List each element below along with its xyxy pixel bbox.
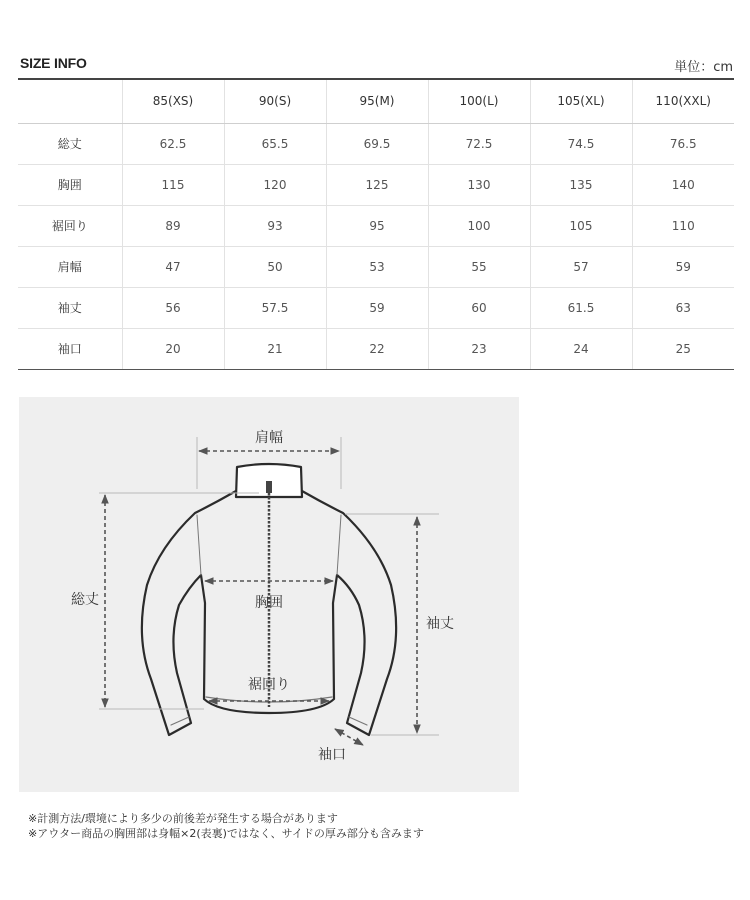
chest-label: 胸囲	[255, 595, 283, 611]
table-cell: 140	[632, 164, 734, 205]
table-cell: 57.5	[224, 287, 326, 328]
measurement-diagram	[19, 397, 519, 792]
cuff-arrow	[335, 729, 363, 745]
table-row	[18, 287, 734, 328]
table-cell: 60	[428, 287, 530, 328]
header	[20, 55, 733, 77]
table-cell: 105	[530, 205, 632, 246]
table-cell: 63	[632, 287, 734, 328]
table-cell: 110	[632, 205, 734, 246]
row-label: 総丈	[18, 123, 122, 164]
size-column-header: 100(L)	[428, 79, 530, 123]
note-line: ※計測方法/環境により多少の前後差が発生する場合があります	[28, 812, 338, 825]
table-cell: 100	[428, 205, 530, 246]
hem-label: 裾回り	[248, 677, 290, 693]
table-cell: 62.5	[122, 123, 224, 164]
row-label: 肩幅	[18, 246, 122, 287]
note-line: ※アウター商品の胸囲部は身幅×2(表裏)ではなく、サイドの厚み部分も含みます	[28, 827, 424, 840]
row-label: 袖丈	[18, 287, 122, 328]
table-cell: 59	[632, 246, 734, 287]
row-label: 袖口	[18, 328, 122, 369]
length-label: 総丈	[71, 592, 99, 608]
table-cell: 93	[224, 205, 326, 246]
table-cell: 20	[122, 328, 224, 369]
table-cell: 53	[326, 246, 428, 287]
table-header-row	[18, 79, 734, 123]
table-cell: 56	[122, 287, 224, 328]
table-cell: 61.5	[530, 287, 632, 328]
table-cell: 95	[326, 205, 428, 246]
table-cell: 135	[530, 164, 632, 205]
shoulder-label: 肩幅	[255, 430, 283, 446]
table-cell: 25	[632, 328, 734, 369]
table-cell: 115	[122, 164, 224, 205]
table-row	[18, 246, 734, 287]
table-cell: 50	[224, 246, 326, 287]
table-row	[18, 123, 734, 164]
size-column-header: 105(XL)	[530, 79, 632, 123]
table-cell: 76.5	[632, 123, 734, 164]
corner-cell	[18, 79, 122, 123]
size-column-header: 95(M)	[326, 79, 428, 123]
table-cell: 23	[428, 328, 530, 369]
table-cell: 24	[530, 328, 632, 369]
table-cell: 22	[326, 328, 428, 369]
table-cell: 55	[428, 246, 530, 287]
notes	[28, 811, 424, 841]
table-cell: 65.5	[224, 123, 326, 164]
table-cell: 57	[530, 246, 632, 287]
table-cell: 89	[122, 205, 224, 246]
jacket-illustration	[19, 397, 519, 792]
size-table	[18, 78, 734, 370]
table-row	[18, 205, 734, 246]
cuff-label: 袖口	[318, 747, 346, 763]
table-cell: 125	[326, 164, 428, 205]
row-label: 胸囲	[18, 164, 122, 205]
table-cell: 47	[122, 246, 224, 287]
unit-label: 単位：cm	[674, 60, 733, 75]
table-row	[18, 164, 734, 205]
row-label: 裾回り	[18, 205, 122, 246]
size-column-header: 85(XS)	[122, 79, 224, 123]
table-cell: 21	[224, 328, 326, 369]
table-row	[18, 328, 734, 369]
table-cell: 59	[326, 287, 428, 328]
sleeve-label: 袖丈	[426, 616, 454, 632]
table-cell: 130	[428, 164, 530, 205]
table-cell: 74.5	[530, 123, 632, 164]
table-cell: 120	[224, 164, 326, 205]
size-column-header: 90(S)	[224, 79, 326, 123]
size-column-header: 110(XXL)	[632, 79, 734, 123]
table-cell: 72.5	[428, 123, 530, 164]
page-title: SIZE INFO	[20, 55, 87, 71]
table-cell: 69.5	[326, 123, 428, 164]
